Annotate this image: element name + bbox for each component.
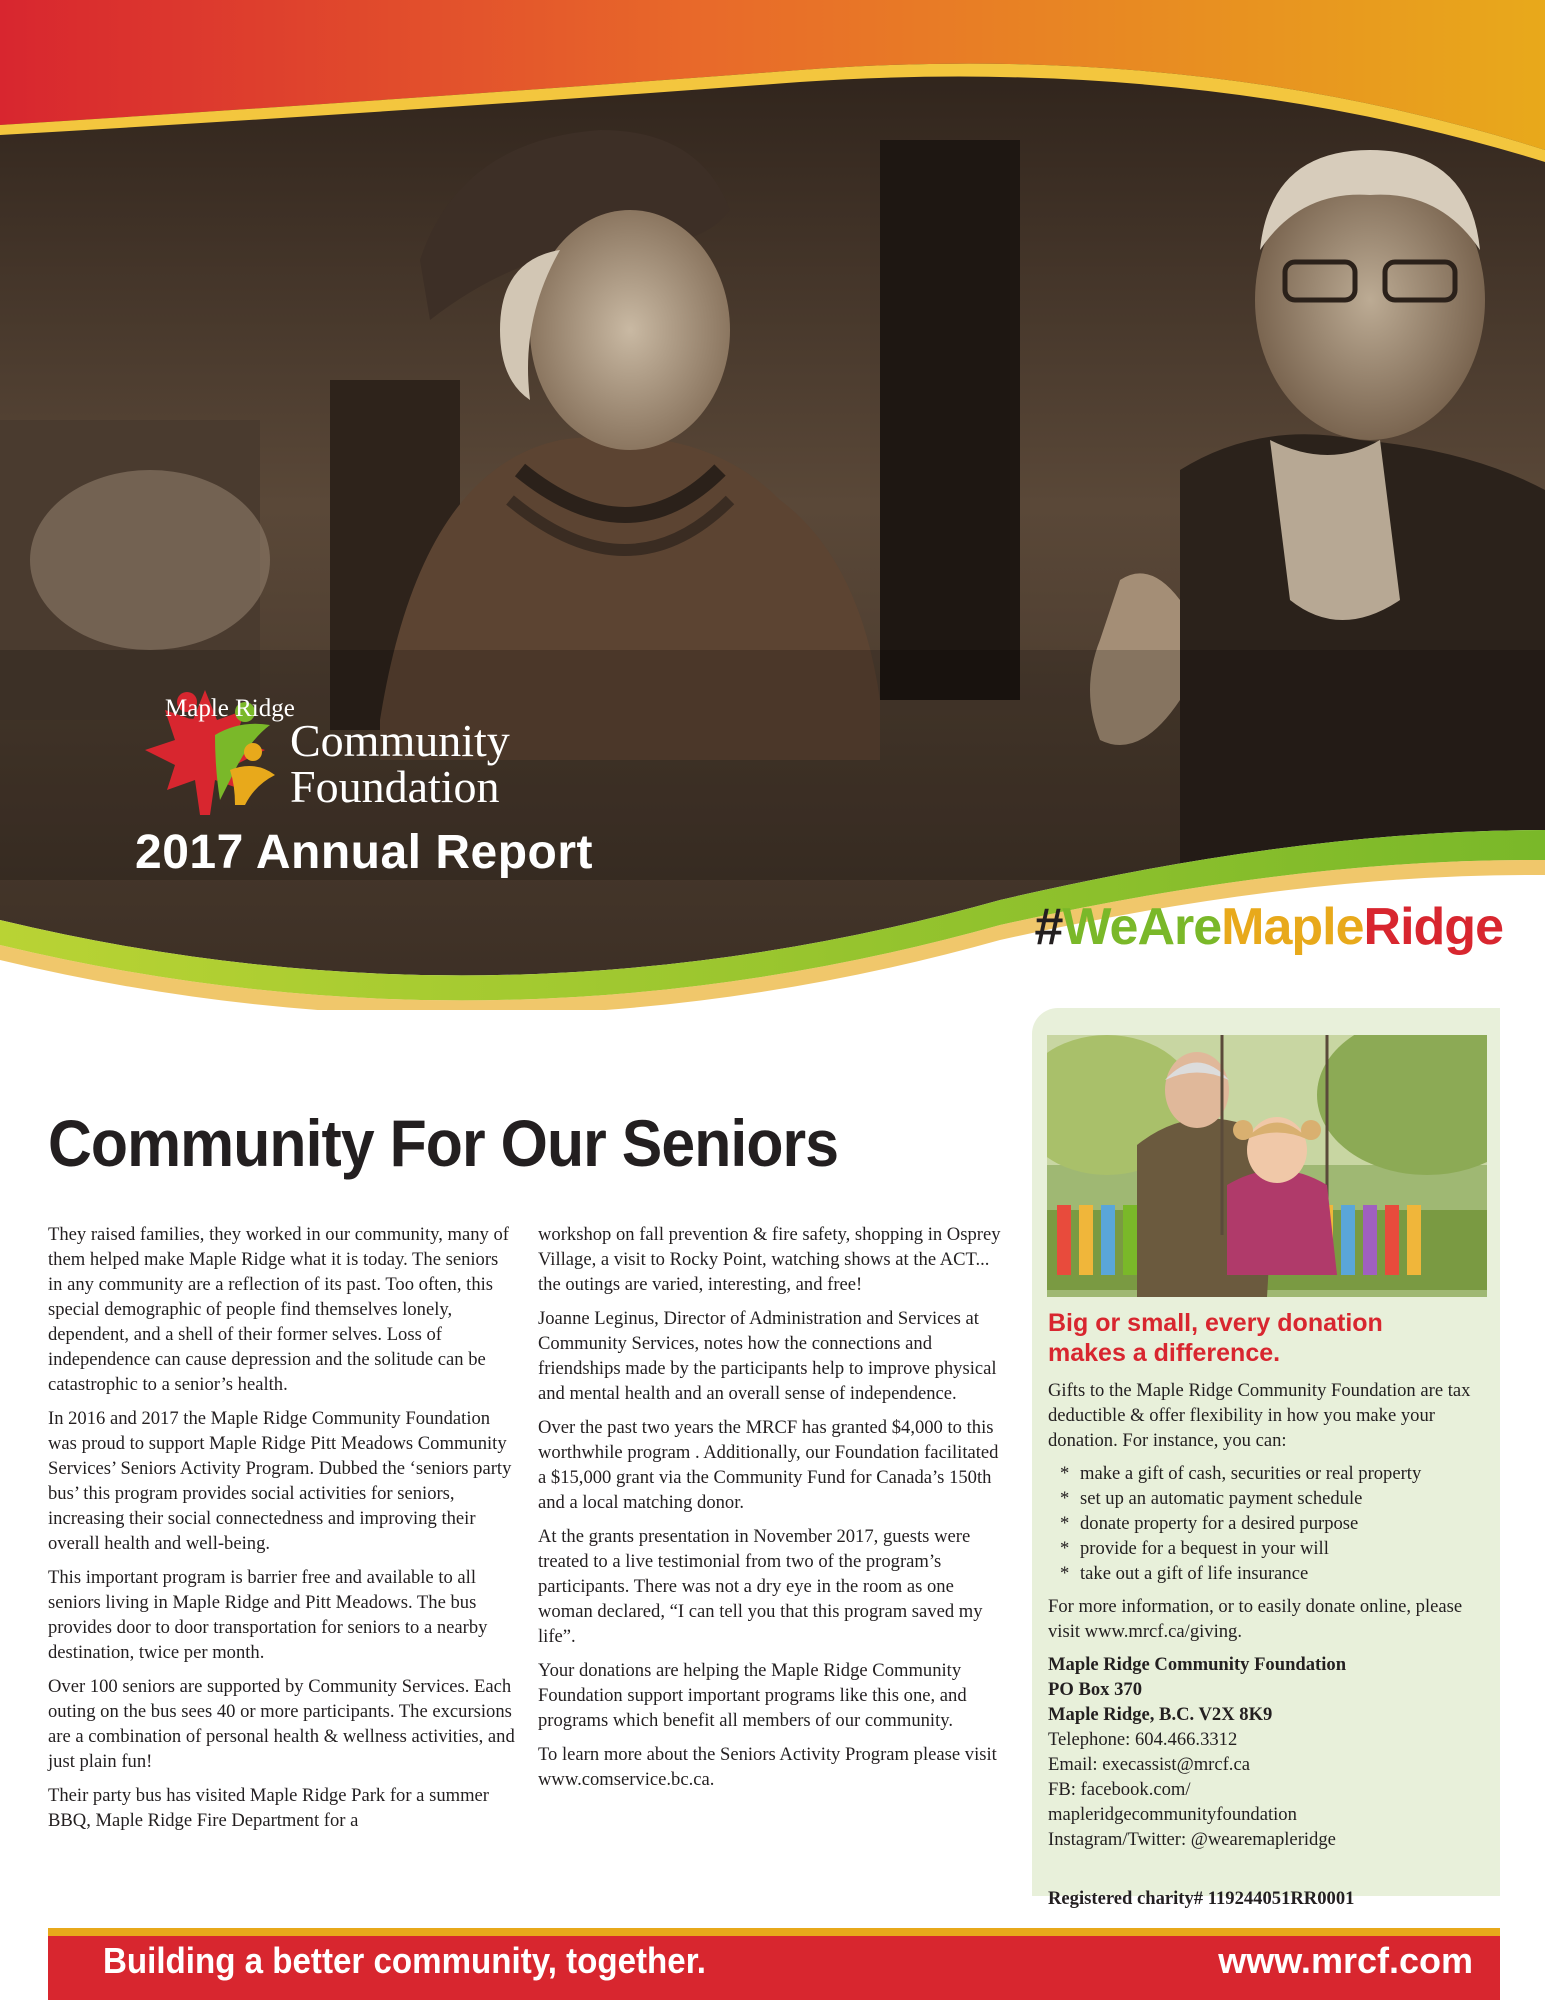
logo-line-3: Foundation	[290, 761, 500, 812]
paragraph: This important program is barrier free and available to all seniors living in Maple Ridge and Pitt Meadows. The bus provides door to door transportation for seniors to a nearby destination, twice per month.	[48, 1567, 488, 1663]
social-handle: Instagram/Twitter: @wearemapleridge	[1048, 1829, 1336, 1850]
grandfather-child-photo	[1047, 1035, 1487, 1297]
list-item: * donate property for a desired purpose	[1058, 1511, 1488, 1536]
po-box: PO Box 370	[1048, 1679, 1143, 1700]
paragraph: Joanne Leginus, Director of Administration and Services at Community Services, notes how the connections and friendships made by the participants help to improve physical and mental health and an overall sense of independence.	[538, 1308, 997, 1404]
hashtag	[1034, 897, 1503, 957]
hashtag-part-1: #	[1034, 898, 1063, 956]
paragraph: Over the past two years the MRCF has granted $4,000 to this worthwhile program . Additionally, our Foundation facilitated a $15,000 grant via the Community Fund for Canada’s 150th and a local matching donor.	[538, 1417, 999, 1513]
sidebar-body	[1048, 1378, 1488, 1852]
paragraph: Their party bus has visited Maple Ridge Park for a summer BBQ, Maple Ridge Fire Department for a	[48, 1785, 489, 1831]
paragraph: workshop on fall prevention & fire safety, shopping in Osprey Village, a visit to Rocky Point, watching shows at the ACT... the outings are varied, interesting, and free!	[538, 1224, 1001, 1295]
hashtag-part-2: WeAre	[1062, 898, 1222, 956]
city: Maple Ridge, B.C. V2X 8K9	[1048, 1704, 1273, 1725]
list-item: * provide for a bequest in your will	[1058, 1536, 1488, 1561]
list-item: * make a gift of cash, securities or real property	[1058, 1461, 1488, 1486]
footer-website[interactable]: www.mrcf.com	[1218, 1940, 1473, 1981]
paragraph: They raised families, they worked in our community, many of them helped make Maple Ridge what it is today. The seniors in any community are a reflection of its past. Too often, this special demographic of people find themselves lonely, dependent, and a shell of their former selves. Loss of independence can cause depression and the solitude can be catastrophic to a senior’s health.	[48, 1224, 509, 1395]
telephone: Telephone: 604.466.3312	[1048, 1729, 1238, 1750]
report-title: 2017 Annual Report	[135, 826, 593, 879]
email: Email: execassist@mrcf.ca	[1048, 1754, 1250, 1775]
paragraph: Your donations are helping the Maple Ridge Community Foundation support important programs like this one, and programs which benefit all members of our community.	[538, 1660, 967, 1731]
sidebar-heading	[1048, 1308, 1488, 1368]
hashtag-part-3: Maple	[1221, 898, 1364, 956]
facebook-line-2: mapleridgecommunityfoundation	[1048, 1804, 1297, 1825]
sidebar-intro: Gifts to the Maple Ridge Community Foundation are tax deductible & offer flexibility in how you make your donation. For instance, you can:	[1048, 1380, 1471, 1451]
org-name: Maple Ridge Community Foundation	[1048, 1654, 1347, 1675]
list-item: * take out a gift of life insurance	[1058, 1561, 1488, 1586]
more-info: For more information, or to easily donate online, please visit www.mrcf.ca/giving.	[1048, 1596, 1463, 1642]
facebook-line-1: FB: facebook.com/	[1048, 1779, 1191, 1800]
paragraph: Over 100 seniors are supported by Community Services. Each outing on the bus sees 40 or more participants. The excursions are a combination of personal health & wellness activities, and just plain fun!	[48, 1676, 515, 1772]
paragraph: In 2016 and 2017 the Maple Ridge Community Foundation was proud to support Maple Ridge Pitt Meadows Community Services’ Seniors Activity Program. Dubbed the ‘seniors party bus’ this program provides social activities for seniors, increasing their social connectedness and improving their overall health and well-being.	[48, 1408, 512, 1554]
article-column-2	[538, 1222, 1006, 1801]
sidebar-heading-line-1: Big or small, every donation	[1048, 1309, 1383, 1337]
logo-line-2: Community	[290, 715, 510, 766]
footer-tagline: Building a better community, together.	[103, 1940, 706, 1981]
logo-line-1: Maple Ridge	[165, 695, 295, 722]
donation-options-list	[1048, 1461, 1488, 1586]
paragraph: At the grants presentation in November 2017, guests were treated to a live testimonial from two of the program’s participants. There was not a dry eye in the room as one woman declared, “I can tell you that this program saved my life”.	[538, 1526, 983, 1647]
article-title: Community For Our Seniors	[48, 1106, 839, 1180]
hashtag-part-4: Ridge	[1363, 898, 1503, 956]
sidebar-heading-line-2: makes a difference.	[1048, 1339, 1281, 1367]
article-column-1	[48, 1222, 516, 1842]
charity-number: Registered charity# 119244051RR0001	[1048, 1888, 1355, 1909]
paragraph: To learn more about the Seniors Activity Program please visit www.comservice.bc.ca.	[538, 1744, 997, 1790]
contact-block	[1048, 1652, 1488, 1852]
list-item: * set up an automatic payment schedule	[1058, 1486, 1488, 1511]
